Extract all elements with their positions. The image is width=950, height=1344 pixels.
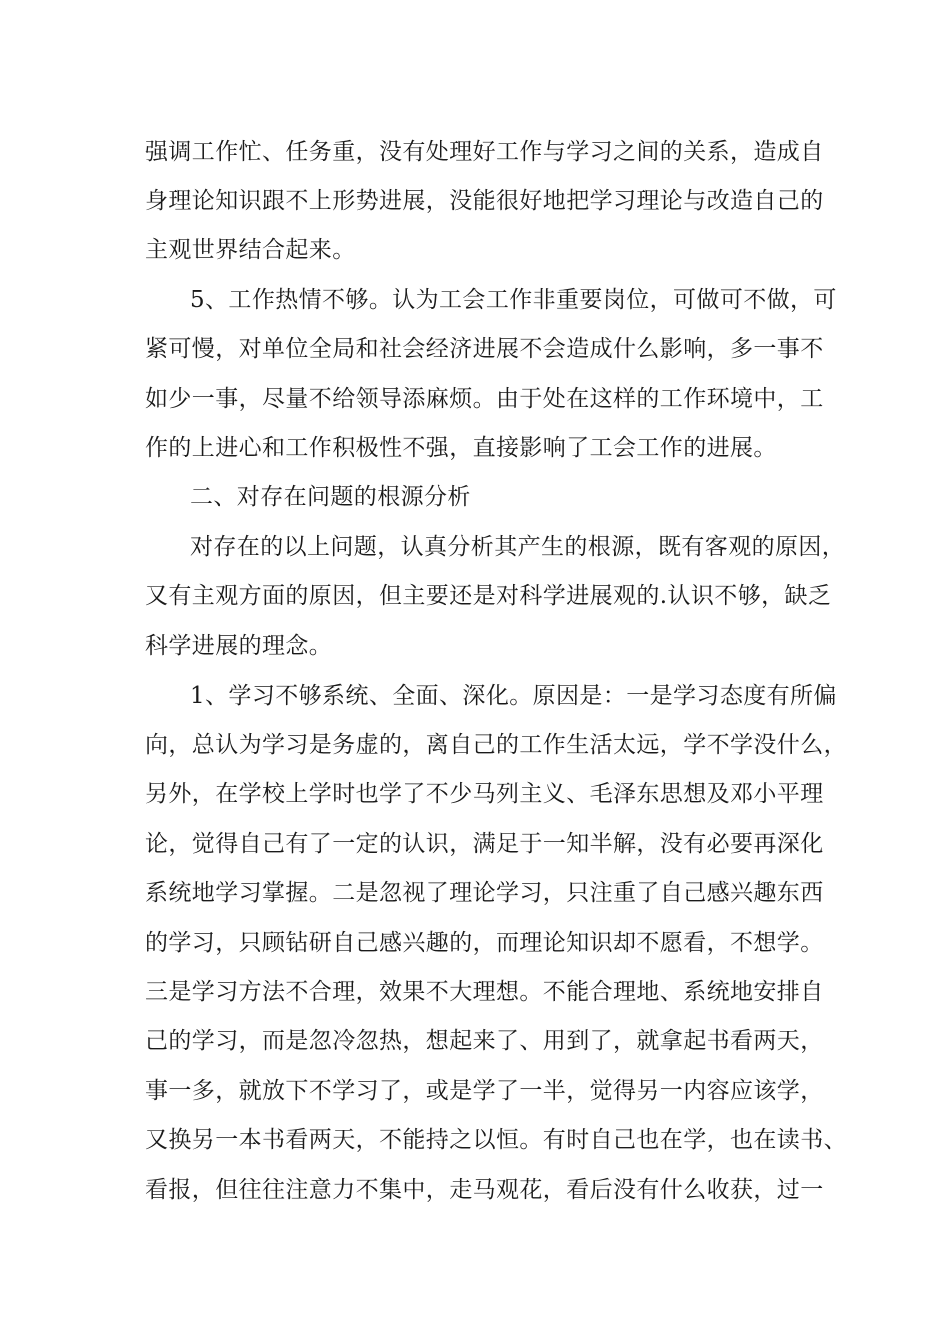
text-line: 向，总认为学习是务虚的，离自己的工作生活太远，学不学没什么， [145, 732, 847, 758]
text-line: 作的上进心和工作积极性不强，直接影响了工会工作的进展。 [145, 435, 777, 461]
text-line: 又有主观方面的原因，但主要还是对科学进展观的.认识不够，缺乏 [145, 583, 832, 609]
text-line: 紧可慢，对单位全局和社会经济进展不会造成什么影响，多一事不 [145, 336, 824, 362]
text-line: 的学习，只顾钻研自己感兴趣的，而理论知识却不愿看，不想学。 [145, 930, 824, 956]
paragraph-start-line: 1、学习不够系统、全面、深化。原因是：一是学习态度有所偏 [190, 683, 837, 709]
text-line: 己的学习，而是忽冷忽热，想起来了、用到了，就拿起书看两天， [145, 1028, 824, 1054]
text-line: 另外，在学校上学时也学了不少马列主义、毛泽东思想及邓小平理 [145, 781, 824, 807]
text-line: 三是学习方法不合理，效果不大理想。不能合理地、系统地安排自 [145, 979, 824, 1005]
paragraph-start-line: 5、工作热情不够。认为工会工作非重要岗位，可做可不做，可 [190, 287, 837, 313]
text-line: 身理论知识跟不上形势进展，没能很好地把学习理论与改造自己的 [145, 188, 824, 214]
text-line: 事一多，就放下不学习了，或是学了一半，觉得另一内容应该学， [145, 1078, 824, 1104]
text-line: 科学进展的理念。 [145, 633, 333, 659]
text-line: 又换另一本书看两天，不能持之以恒。有时自己也在学，也在读书、 [145, 1127, 847, 1153]
text-line: 看报，但往往注意力不集中，走马观花，看后没有什么收获，过一 [145, 1177, 824, 1203]
text-line: 论，觉得自己有了一定的认识，满足于一知半解，没有必要再深化 [145, 831, 824, 857]
text-line: 系统地学习掌握。二是忽视了理论学习，只注重了自己感兴趣东西 [145, 880, 824, 906]
section-heading: 二、对存在问题的根源分析 [190, 484, 471, 510]
text-line: 主观世界结合起来。 [145, 237, 356, 263]
paragraph-start-line: 对存在的以上问题，认真分析其产生的根源，既有客观的原因， [190, 534, 846, 560]
text-line: 强调工作忙、任务重，没有处理好工作与学习之间的关系，造成自 [145, 139, 824, 165]
text-line: 如少一事，尽量不给领导添麻烦。由于处在这样的工作环境中，工 [145, 386, 824, 412]
